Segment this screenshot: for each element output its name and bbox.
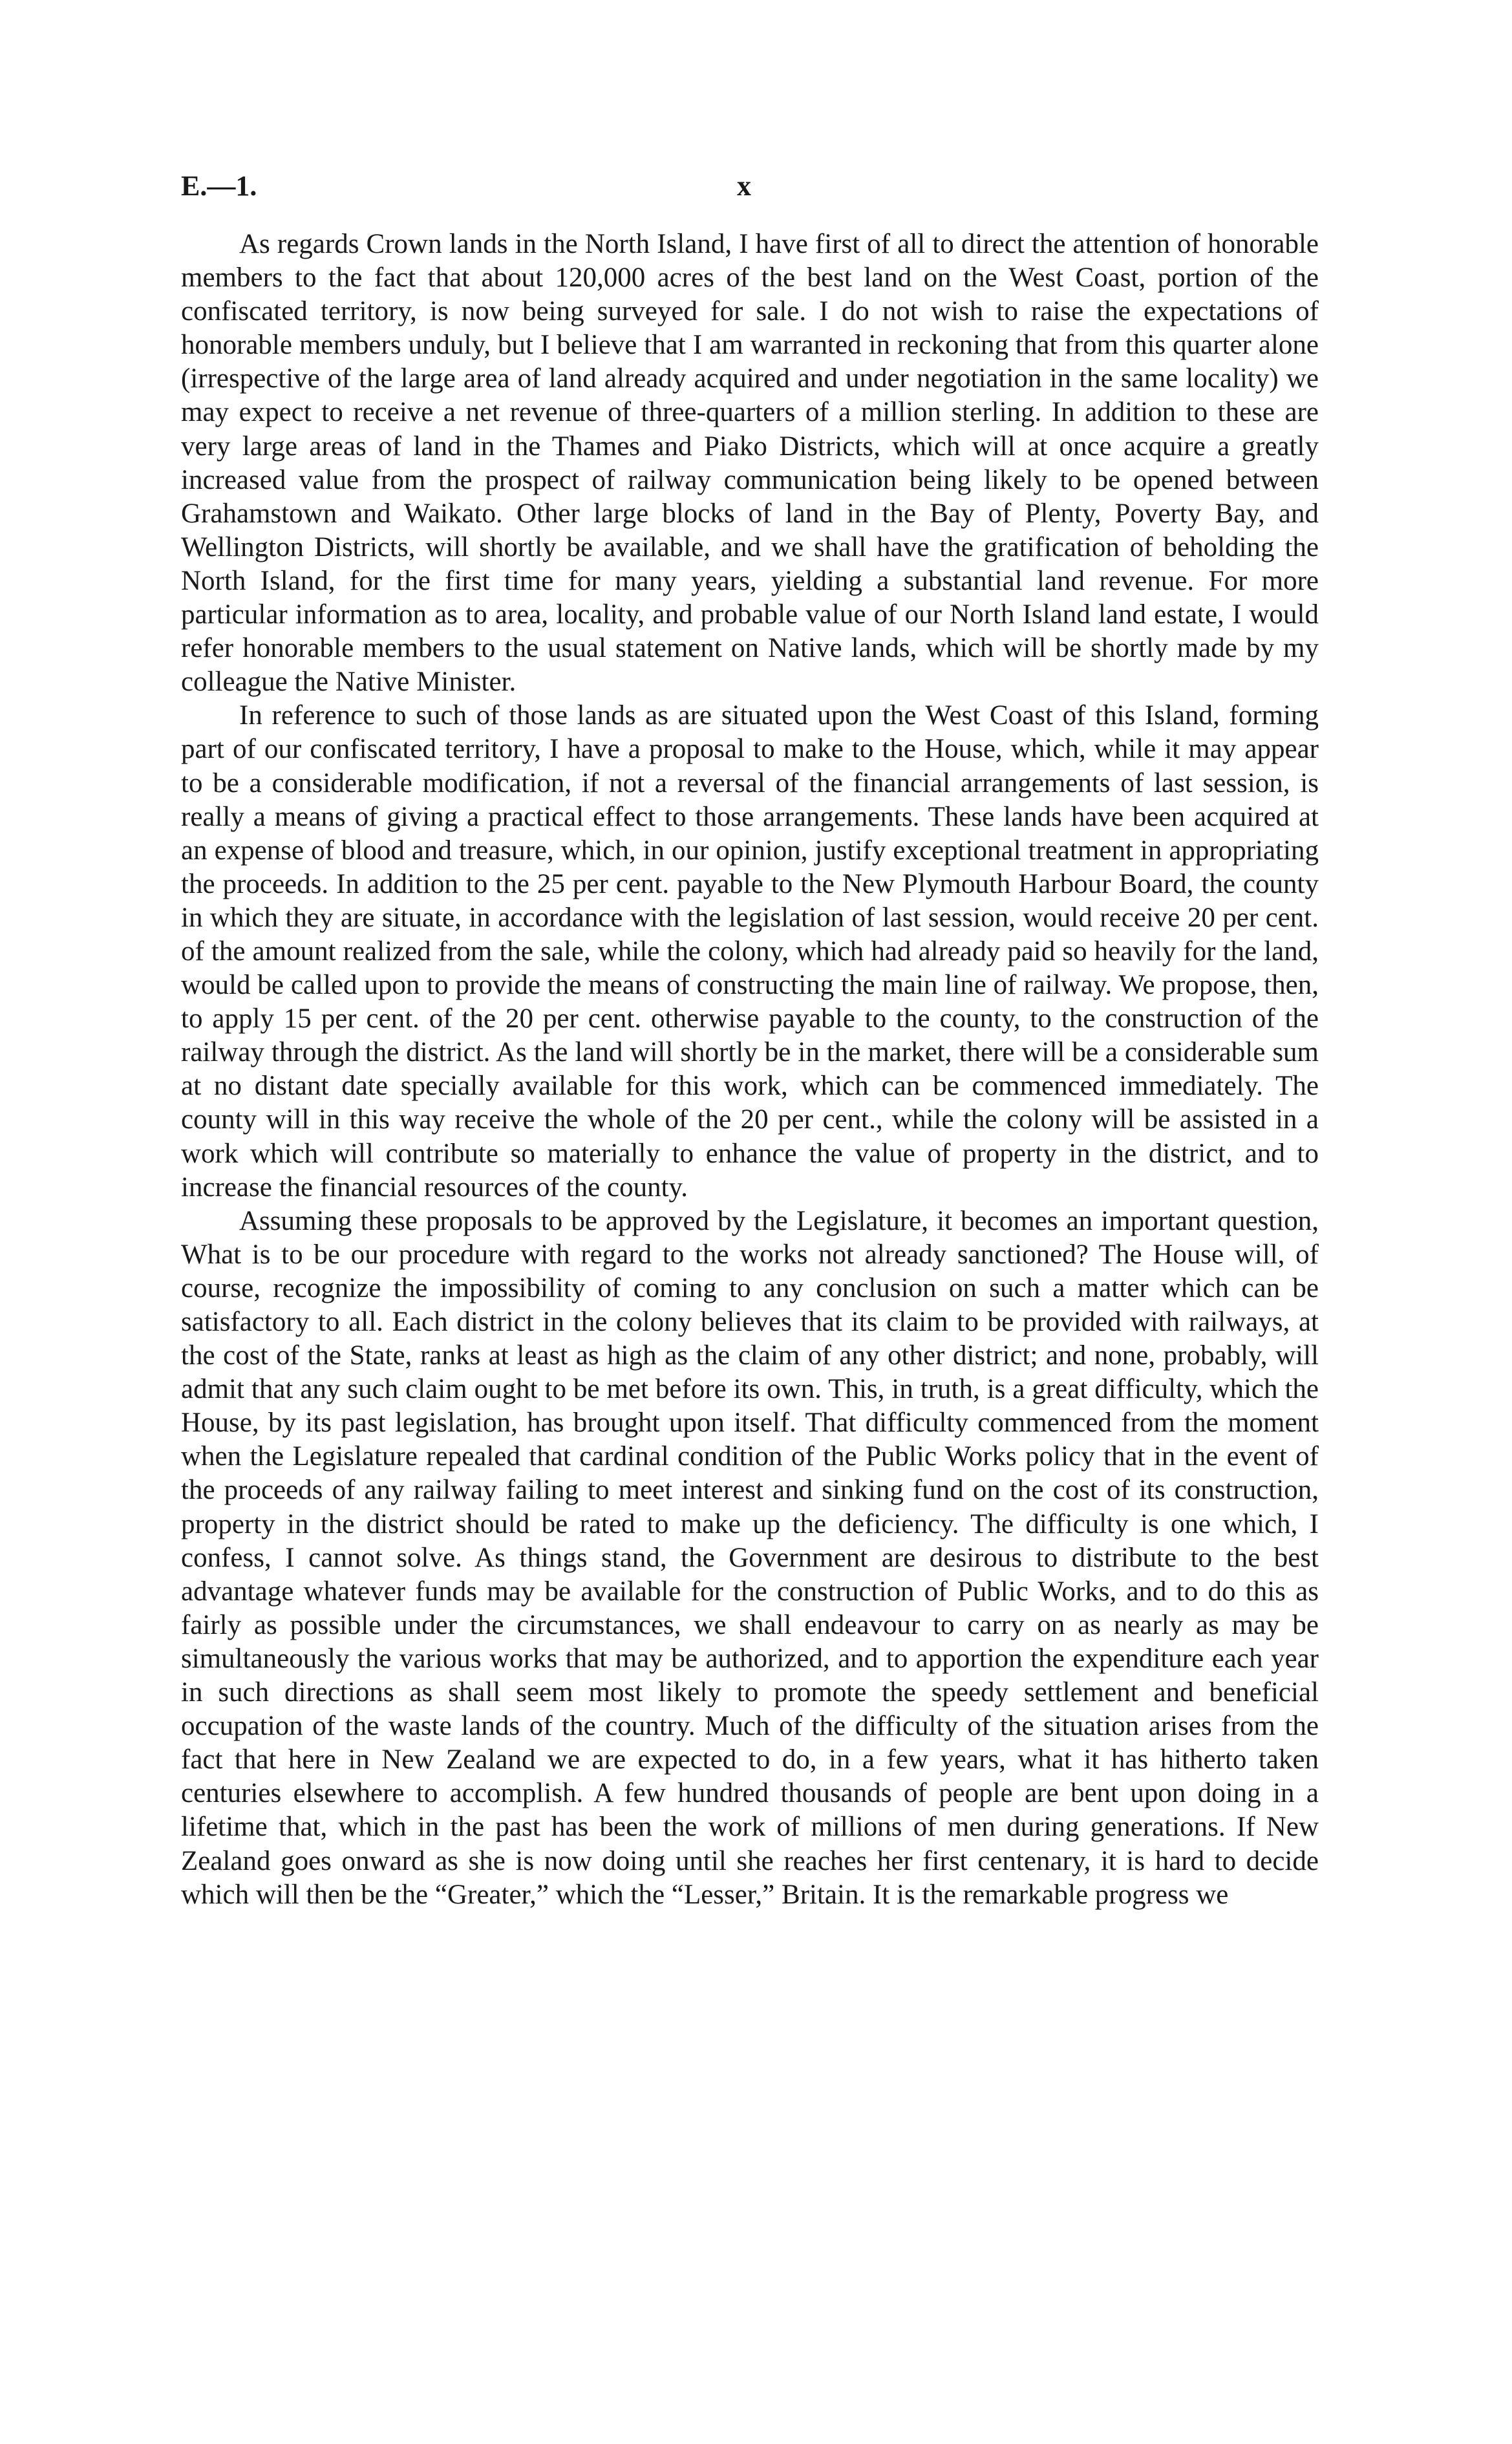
paragraph-crown-lands: As regards Crown lands in the North Island, I have first of all to direct the attention of honorable members to the fact that about 120,000 acres of the best land on the West Coast, portion of the confiscated territory, is now being surveyed for sale. I do not wish to raise the expectations of honorable members unduly, but I believe that I am warranted in reckoning that from this quarter alone (irrespective of the large area of land already acquired and under negotiation in the same locality) we may expect to receive a net revenue of three-quarters of a million sterling. In addition to these are very large areas of land in the Thames and Piako Districts, which will at once acquire a greatly increased value from the prospect of railway communication being likely to be opened between Grahamstown and Waikato. Other large blocks of land in the Bay of Plenty, Poverty Bay, and Wellington Districts, will shortly be available, and we shall have the gratification of beholding the North Island, for the first time for many years, yielding a substantial land revenue. For more particular information as to area, locality, and probable value of our North Island land estate, I would refer honorable members to the usual statement on Native lands, which will be shortly made by my colleague the Native Minister. [181, 229, 1319, 698]
page-header [181, 169, 1319, 208]
page-number: x [737, 170, 751, 202]
document-reference: E.—1. [181, 170, 257, 202]
paragraph-works-procedure: Assuming these proposals to be approved by the Legislature, it becomes an important question, What is to be our procedure with regard to the works not already sanctioned? The House will, of course, recognize the impossibility of coming to any conclusion on such a matter which can be satisfactory to all. Each district in the colony believes that its claim to be provided with railways, at the cost of the State, ranks at least as high as the claim of any other district; and none, probably, will admit that any such claim ought to be met before its own. This, in truth, is a great difficulty, which the House, by its past legislation, has brought upon itself. That difficulty commenced from the moment when the Legislature repealed that cardinal condition of the Public Works policy that in the event of the proceeds of any railway failing to meet interest and sinking fund on the cost of its construction, property in the district should be rated to make up the deficiency. The difficulty is one which, I confess, I cannot solve. As things stand, the Government are desirous to distribute to the best advantage whatever funds may be available for the construction of Public Works, and to do this as fairly as possible under the circumstances, we shall endeavour to carry on as nearly as may be simultaneously the various works that may be authorized, and to apportion the expenditure each year in such directions as shall seem most likely to promote the speedy settlement and beneficial occupation of the waste lands of the country. Much of the difficulty of the situation arises from the fact that here in New Zealand we are expected to do, in a few years, what it has hitherto taken centuries elsewhere to accomplish. A few hundred thousands of people are bent upon doing in a lifetime that, which in the past has been the work of millions of men during generations. If New Zealand goes onward as she is now doing until she reaches her first centenary, it is hard to decide which will then be the “Greater,” which the “Lesser,” Britain. It is the remarkable progress we [181, 1205, 1319, 1910]
body-text [181, 228, 1319, 1912]
paragraph-west-coast-lands: In reference to such of those lands as are situated upon the West Coast of this Island, forming part of our confiscated territory, I have a proposal to make to the House, which, while it may appear to be a considerable modification, if not a reversal of the financial arrangements of last session, is really a means of giving a practical effect to those arrangements. These lands have been acquired at an expense of blood and treasure, which, in our opinion, justify exceptional treatment in appropriating the proceeds. In addition to the 25 per cent. payable to the New Plymouth Harbour Board, the county in which they are situate, in accordance with the legislation of last session, would receive 20 per cent. of the amount realized from the sale, while the colony, which had already paid so heavily for the land, would be called upon to provide the means of constructing the main line of railway. We propose, then, to apply 15 per cent. of the 20 per cent. otherwise payable to the county, to the construction of the railway through the district. As the land will shortly be in the market, there will be a considerable sum at no distant date specially available for this work, which can be commenced immediately. The county will in this way receive the whole of the 20 per cent., while the colony will be assisted in a work which will contribute so materially to enhance the value of property in the district, and to increase the financial resources of the county. [181, 700, 1319, 1203]
